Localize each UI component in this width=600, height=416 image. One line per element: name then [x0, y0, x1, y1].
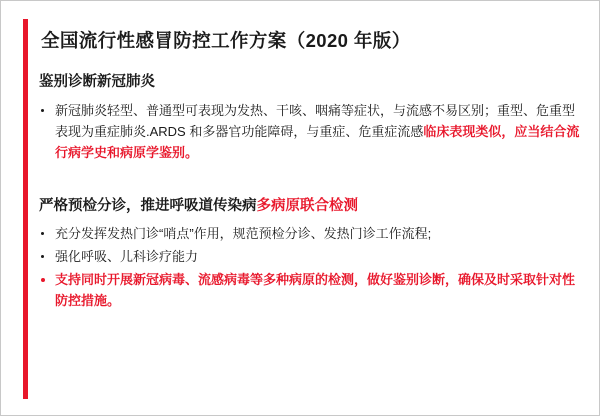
slide-content [37, 19, 583, 314]
section-heading-screening [39, 197, 583, 217]
section-diagnosis [37, 73, 583, 163]
bullet-list-screening [37, 223, 583, 311]
section-heading-diagnosis [39, 73, 583, 93]
bullet-text: 充分发挥发热门诊“哨点”作用，规范预检分诊、发热门诊工作流程; [55, 226, 432, 242]
accent-bar [23, 19, 28, 399]
bullet-text: 新冠肺炎轻型、普通型可表现为发热、干咳、咽痛等症状，与流感不易区别；重型、危重型表现为重症肺炎.ARDS 和多器官功能障碍，与重症、危重症流感 [55, 102, 576, 139]
bullet-emphasis: 临床表现类似，应当结合流行病学史和病原学鉴别。 [55, 123, 580, 160]
section-heading-highlight: 多病原联合检测 [256, 197, 358, 214]
list-item [37, 223, 583, 244]
list-item [37, 246, 583, 267]
spacer [37, 165, 583, 177]
section-heading-text: 鉴别诊断新冠肺炎 [39, 74, 155, 91]
section-screening [37, 197, 583, 312]
bullet-text: 强化呼吸、儿科诊疗能力 [55, 249, 199, 265]
list-item [37, 269, 583, 311]
section-heading-text: 严格预检分诊，推进呼吸道传染病 [39, 197, 257, 214]
list-item [37, 100, 583, 163]
page-title: 全国流行性感冒防控工作方案（2020 年版） [41, 30, 411, 51]
bullet-text: 支持同时开展新冠病毒、流感病毒等多种病原的检测，做好鉴别诊断，确保及时采取针对性防控措施。 [55, 272, 576, 309]
bullet-list-diagnosis [37, 100, 583, 163]
